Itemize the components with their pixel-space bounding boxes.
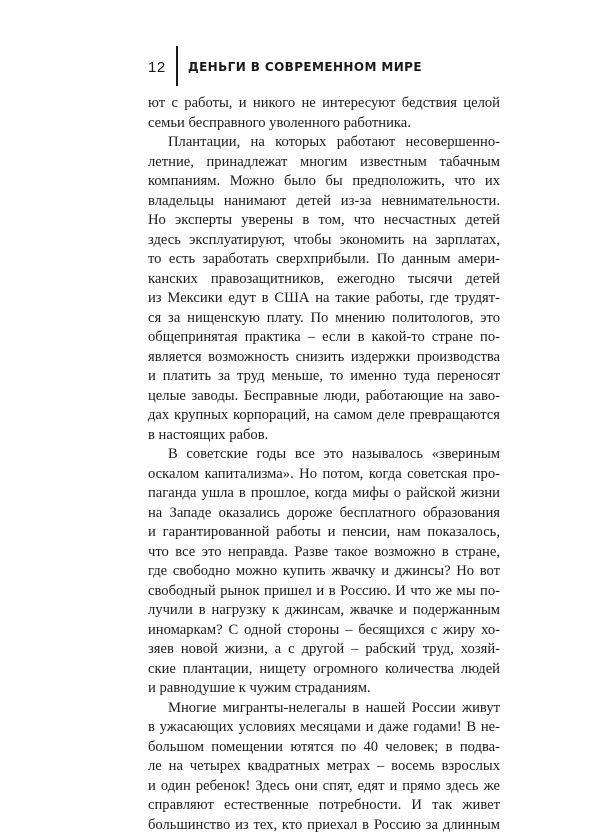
text-line: канских правозащитников, ежегодно тысячи детей xyxy=(148,270,500,290)
text-line: свободный рынок пришел и в Россию. И что же мы по- xyxy=(148,582,500,602)
text-line: справляют естественные потребности. И так живет xyxy=(148,796,500,816)
text-line: из Мексики едут в США на такие работы, где трудят- xyxy=(148,289,500,309)
text-line: В советские годы все это называлось «звериным xyxy=(148,445,500,465)
text-line: где свободно можно купить жвачку и джинсы? Но вот xyxy=(148,562,500,582)
text-line: Но эксперты уверены в том, что несчастных детей xyxy=(148,211,500,231)
text-line: общепринятая практика – если в какой-то стране по- xyxy=(148,328,500,348)
text-line: владельцы нанимают детей из-за невнимательности. xyxy=(148,192,500,212)
text-line: лучили в нагрузку к джинсам, жвачке и подержанным xyxy=(148,601,500,621)
text-line: ся за нищенскую плату. По мнению политологов, это xyxy=(148,309,500,329)
text-line: паганда ушла в прошлое, когда мифы о райской жизни xyxy=(148,484,500,504)
text-line: и гарантированной работы и пенсии, нам показалось, xyxy=(148,523,500,543)
text-line: ле на четырех квадратных метрах – восемь взрослых xyxy=(148,757,500,777)
text-line: дах крупных корпораций, на самом деле превращаются xyxy=(148,406,500,426)
text-line: и равнодушие к чужим страданиям. xyxy=(148,679,500,699)
text-line: большинство из тех, кто приехал в Россию за длинным xyxy=(148,816,500,835)
text-line: то есть заработать сверхприбыли. По данным амери- xyxy=(148,250,500,270)
text-line: ские плантации, нищету огромного количества людей xyxy=(148,660,500,680)
text-line: здесь эксплуатируют, чтобы экономить на зарплатах, xyxy=(148,231,500,251)
text-line: большом помещении ютятся по 40 человек; в подва- xyxy=(148,738,500,758)
text-line: Плантации, на которых работают несовершенно- xyxy=(148,133,500,153)
text-line: зяев новой жизни, а с другой – рабский труд, хозяй- xyxy=(148,640,500,660)
text-line: в настоящих рабов. xyxy=(148,426,500,446)
text-line: Многие мигранты-нелегалы в нашей России живут xyxy=(148,699,500,719)
text-line: иномаркам? С одной стороны – бесящихся с жиру хо- xyxy=(148,621,500,641)
text-line: ют с работы, и никого не интересуют бедствия целой xyxy=(148,94,500,114)
running-title: ДЕНЬГИ В СОВРЕМЕННОМ МИРЕ xyxy=(188,60,422,74)
text-line: и платить за труд меньше, то именно туда переносят xyxy=(148,367,500,387)
text-line: и один ребенок! Здесь они спят, едят и прямо здесь же xyxy=(148,777,500,797)
text-line: летние, принадлежат многим известным табачным xyxy=(148,153,500,173)
text-line: оскалом капитализма». Но потом, когда советская про- xyxy=(148,465,500,485)
text-line: семьи бесправного уволенного работника. xyxy=(148,114,500,134)
page-number: 12 xyxy=(148,59,166,76)
header-divider xyxy=(176,46,178,86)
text-line: компаниям. Можно было бы предположить, что их xyxy=(148,172,500,192)
text-line: является возможность снизить издержки производства xyxy=(148,348,500,368)
page-header xyxy=(148,46,498,86)
text-line: в ужасающих условиях месяцами и даже годами! В не- xyxy=(148,718,500,738)
text-line: на Западе оказались дороже бесплатного образования xyxy=(148,504,500,524)
text-line: что все это неправда. Разве такое возможно в стране, xyxy=(148,543,500,563)
body-text xyxy=(148,94,500,835)
text-line: целые заводы. Бесправные люди, работающие на заво- xyxy=(148,387,500,407)
